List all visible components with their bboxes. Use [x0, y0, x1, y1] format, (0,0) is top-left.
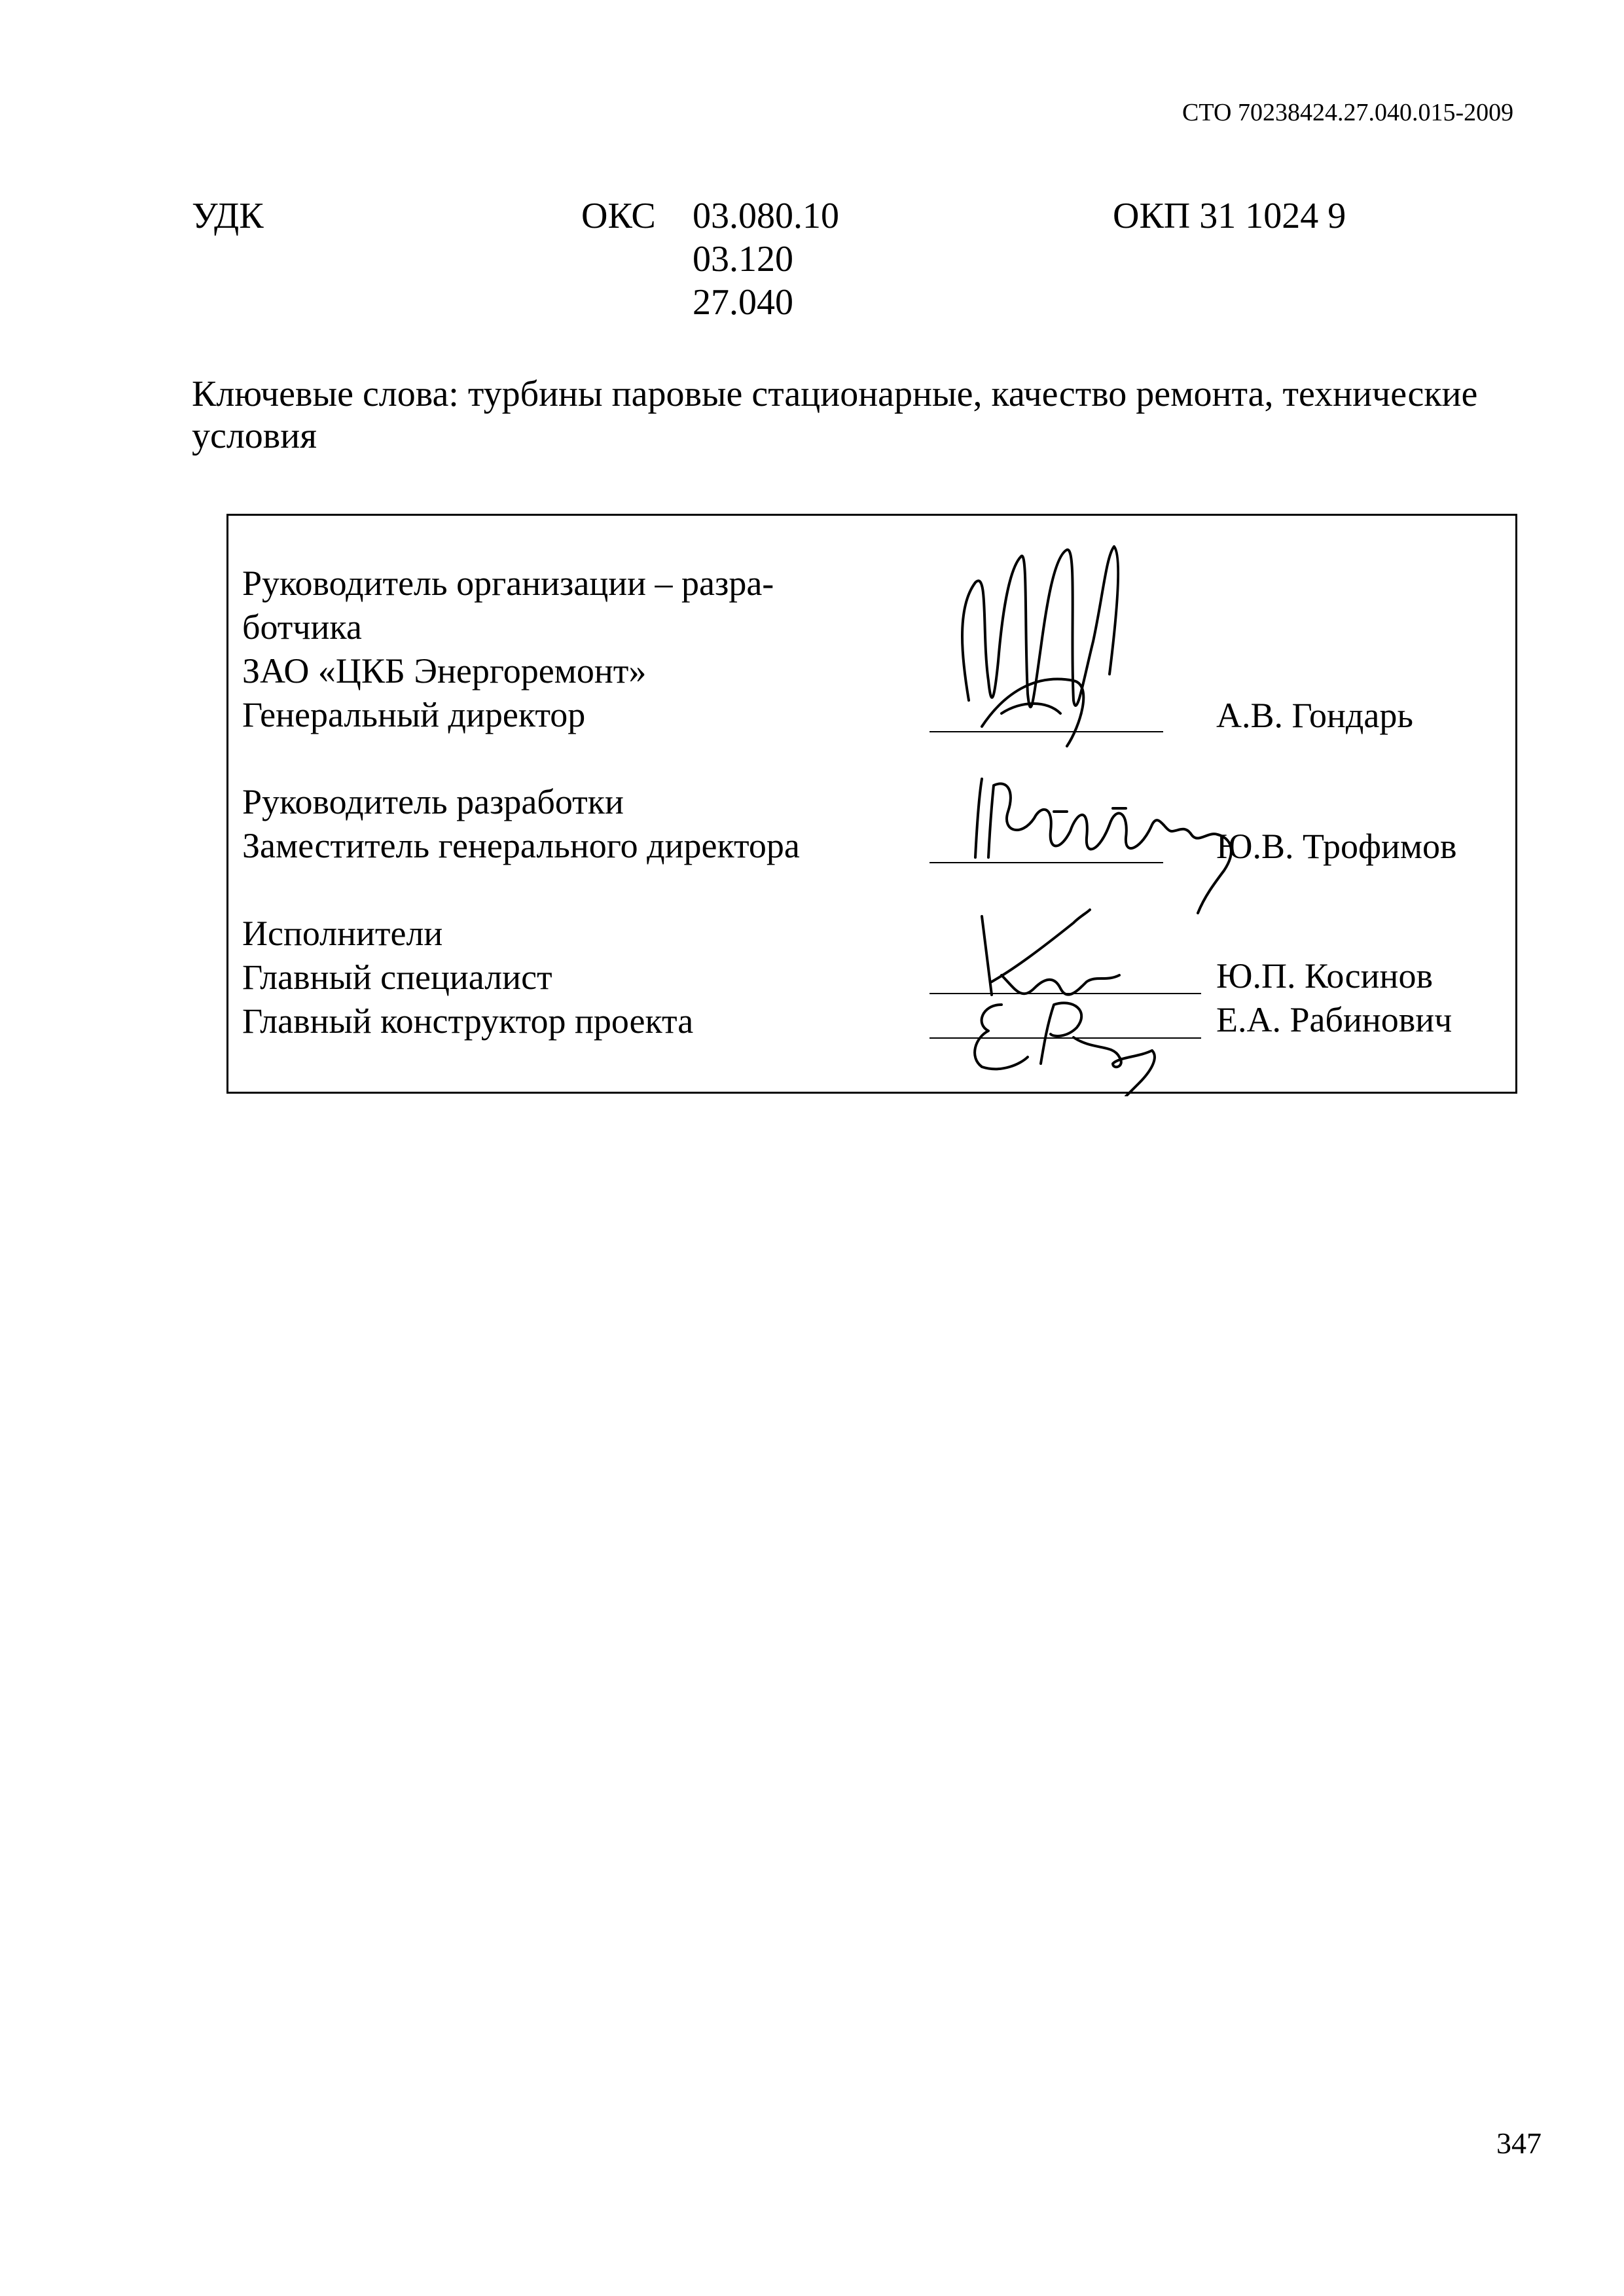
document-code: СТО 70238424.27.040.015-2009 [1182, 99, 1514, 126]
keywords: Ключевые слова: турбины паровые стационарные, качество ремонта, технические условия [192, 374, 1478, 456]
signer-name-2: Ю.В. Трофимов [1216, 827, 1457, 866]
signature-trofimov [962, 772, 1270, 923]
block3-line-2: Главный специалист [242, 958, 552, 997]
signer-name-3: Ю.П. Косинов [1216, 956, 1433, 996]
oks-label: ОКС [581, 196, 656, 236]
signer-name-1: А.В. Гондарь [1216, 696, 1413, 735]
block1-line-3: ЗАО «ЦКБ Энергоремонт» [242, 651, 647, 691]
oks-code-2: 03.120 [693, 239, 793, 279]
page-number: 347 [1496, 2126, 1542, 2160]
signer-name-4: Е.А. Рабинович [1216, 1000, 1453, 1039]
block1-line-1: Руководитель организации – разра- [242, 564, 774, 603]
signature-gondar [943, 530, 1139, 753]
block2-line-2: Заместитель генерального директора [242, 826, 800, 865]
block3-line-1: Исполнители [242, 914, 443, 953]
block1-line-2: ботчика [242, 607, 362, 647]
oks-code-1: 03.080.10 [693, 196, 839, 236]
okp-code: ОКП 31 1024 9 [1113, 196, 1346, 236]
block3-line-3: Главный конструктор проекта [242, 1001, 694, 1041]
oks-code-3: 27.040 [693, 282, 793, 323]
block2-line-1: Руководитель разработки [242, 782, 624, 821]
signature-rabinovich [962, 992, 1178, 1096]
block1-line-4: Генеральный директор [242, 695, 586, 734]
udk-label: УДК [192, 196, 264, 236]
